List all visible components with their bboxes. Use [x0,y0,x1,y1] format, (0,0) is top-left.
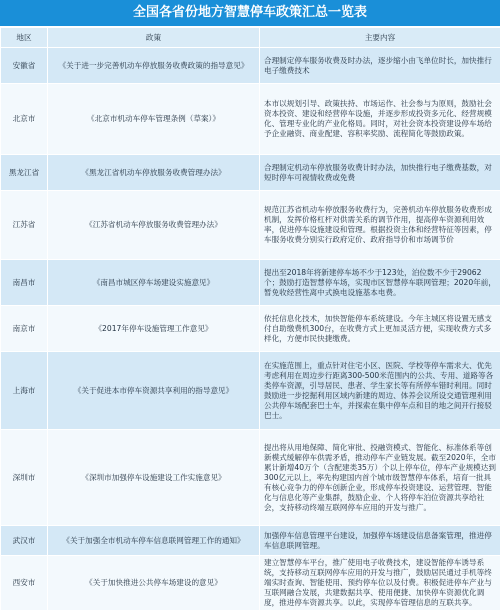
policy-cell: 《黑龙江省机动车停放服务收费管理办法》 [48,155,260,191]
policy-cell: 《深圳市加强停车设施建设工作实施意见》 [48,430,260,526]
table-row [1,155,500,191]
policy-table [0,27,500,611]
region-cell: 南京市 [1,306,48,352]
table-row [1,306,500,352]
region-cell: 江苏省 [1,191,48,260]
region-cell: 安徽省 [1,48,48,84]
content-cell: 加强停车信息管理平台建设，加强停车场建设信息备案管理，推进停车信息联网管理。 [260,526,500,556]
header-content: 主要内容 [260,28,500,48]
table-row [1,191,500,260]
policy-cell: 《关于进一步完善机动车停放服务收费政策的指导意见》 [48,48,260,84]
table-title: 全国各省份地方智慧停车政策汇总一览表 [0,0,500,27]
table-row [1,526,500,556]
content-cell: 依托信息化技术，加快智能停车系统建设。今年主城区将设置无感支付自助缴费机300台，在收费方式上更加灵活方便，实现收费方式多样化，方便市民快捷缴费。 [260,306,500,352]
content-cell: 建立智慧停车平台，推广使用电子收费技术，建设智能停车诱导系统，支持移动互联网停车应用的开发与推广，鼓励居民通过手机等终端实时查询、智能使用、预约停车位以及付费。积极促进停车产业与互联网融合发展，共建数据共享、使用便捷、加快停车资源优化调度，推进停车资源共享。以此，实现停车管理信息的互联共享。 [260,556,500,611]
policy-cell: 《北京市机动车停车管理条例（草案）》 [48,84,260,155]
region-cell: 西安市 [1,556,48,611]
content-cell: 合理制定机动车停放服务收费计时办法，加快推行电子缴费基数，对短时停车可视情收费或免费 [260,155,500,191]
header-policy: 政策 [48,28,260,48]
content-cell: 提出将从用地保障、简化审批、投融资模式、智能化、标准体系等创新模式缓解停车供需矛盾，推动停车产业链发展。截至2020年，全市累计新增40万个（含配建类35万）个以上停车位，停车产业规模达到300亿元以上，率先构建国内首个城市级智慧停车体系，培育一批具有核心竞争力的停车创新企业，形成停车投资建设、运营管理、智能化与信息化等产业集群，鼓励企业、个人将停车泊位资源共享给社会，支持移动终端互联网停车应用的开发与推广。 [260,430,500,526]
table-row [1,352,500,430]
policy-cell: 《南昌市城区停车场建设实施意见》 [48,260,260,306]
region-cell: 北京市 [1,84,48,155]
policy-cell: 《2017年停车设施管理工作意见》 [48,306,260,352]
table-row [1,260,500,306]
region-cell: 上海市 [1,352,48,430]
policy-cell: 《关于加快推进公共停车场建设的意见》 [48,556,260,611]
table-row [1,48,500,84]
table-row [1,556,500,611]
header-row [1,28,500,48]
content-cell: 在实施范围上，重点针对住宅小区、医院、学校等停车需求大、优先考虑利用在周边步行距离300-500米范围内的公共、专用、道路等各类停车资源，引导居民、患者、学生家长等有所停车错时利用。同时鼓励进一步挖掘利用区域内新建的周边、体养会议所设交通管理利用公共停车场配套巴士车，并探索在集中停车点和目的地之间开行接驳巴士。 [260,352,500,430]
region-cell: 南昌市 [1,260,48,306]
content-cell: 合理制定停车服务收费及时办法，逐步缩小由飞单位时长，加快推行电子缴费技术 [260,48,500,84]
region-cell: 深圳市 [1,430,48,526]
content-cell: 本市以规划引导、政策扶持、市场运作、社会参与为原则，鼓励社会资本投资、建设和经营停车设施，并逐步形成投资多元化、经营规模化、管理专业化的产业化格局。同时，对社会资本投资建设停车场给予企业融资、商业配建、容积率奖励、流程简化等鼓励政策。 [260,84,500,155]
table-row [1,84,500,155]
region-cell: 武汉市 [1,526,48,556]
content-cell: 提出至2018年将新建停车场不少于123处，泊位数不少于29062个；鼓励打造智慧停车场，实现市区智慧停车联网管理；2020年前，暂免收经营性离中式换电设施基本电费。 [260,260,500,306]
policy-cell: 《江苏省机动车停放服务收费管理办法》 [48,191,260,260]
header-region: 地区 [1,28,48,48]
content-cell: 规范江苏省机动车停放服务收费行为，完善机动车停放服务收费形成机制，发挥价格杠杆对供需关系的调节作用，提高停车资源利用效率，促进停车设施建设和管理。根据投资主体和经营特征等因素，停车服务收费分别实行政府定价、政府指导价和市场调节价 [260,191,500,260]
policy-cell: 《关于加强全市机动车停车信息联网管理工作的通知》 [48,526,260,556]
policy-cell: 《关于促进本市停车资源共享利用的指导意见》 [48,352,260,430]
region-cell: 黑龙江省 [1,155,48,191]
table-row [1,430,500,526]
